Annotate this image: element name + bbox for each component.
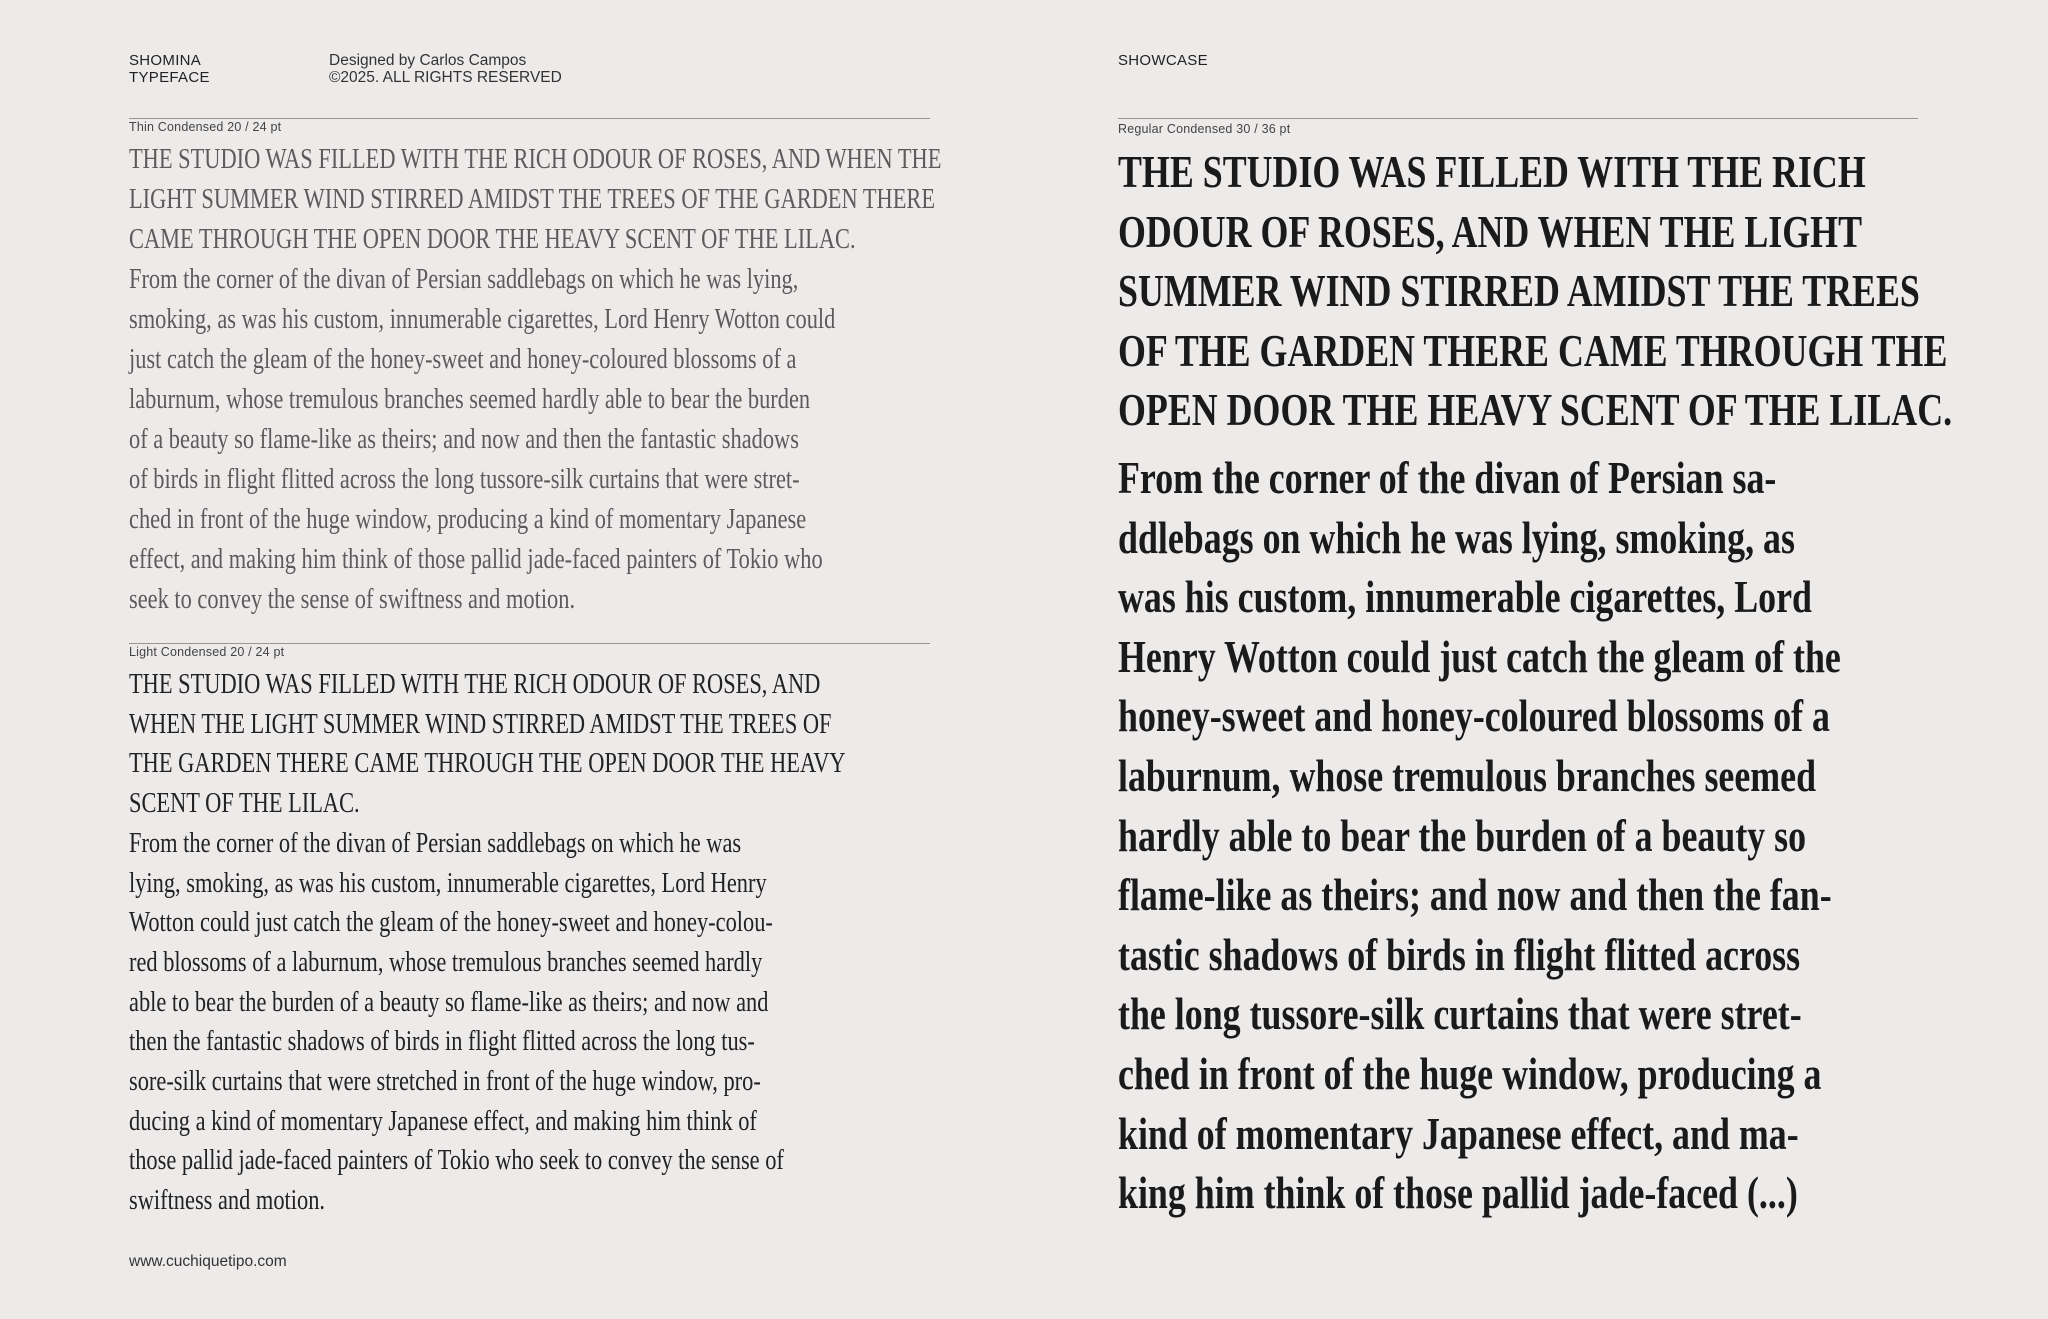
specimen-line: swiftness and motion. [129, 1185, 325, 1217]
specimen-line: seek to convey the sense of swiftness and motion. [129, 584, 576, 615]
specimen-regular [1118, 142, 1953, 1223]
brand-name [129, 52, 210, 86]
specimen-line: THE STUDIO WAS FILLED WITH THE RICH ODOUR OF ROSES, AND [129, 669, 821, 700]
specimen-line: From the corner of the divan of Persian saddlebags on which he was lying, [129, 264, 799, 295]
specimen-line: LIGHT SUMMER WIND STIRRED AMIDST THE TREES OF THE GARDEN THERE [129, 184, 936, 215]
specimen-line: then the fantastic shadows of birds in flight flitted across the long tus- [129, 1026, 755, 1058]
specimen-line: THE GARDEN THERE CAME THROUGH THE OPEN DOOR THE HEAVY [129, 748, 846, 780]
specimen-line: just catch the gleam of the honey-sweet and honey-coloured blossoms of a [129, 344, 797, 375]
specimen-line: laburnum, whose tremulous branches seemed hardly able to bear the burden [129, 384, 811, 415]
specimen-line: the long tussore-silk curtains that were stret- [1118, 988, 1802, 1040]
specimen-line: OF THE GARDEN THERE CAME THROUGH THE [1118, 324, 1948, 376]
specimen-line: ddlebags on which he was lying, smoking, as [1118, 511, 1795, 563]
specimen-line: laburnum, whose tremulous branches seemed [1118, 749, 1817, 801]
specimen-line: of birds in flight flitted across the long tussore-silk curtains that were stret- [129, 464, 800, 495]
specimen-line: effect, and making him think of those pallid jade-faced painters of Tokio who [129, 544, 823, 575]
specimen-line: ched in front of the huge window, producing a kind of momentary Japanese [129, 504, 807, 535]
specimen-line: THE STUDIO WAS FILLED WITH THE RICH [1118, 146, 1866, 197]
specimen-line: king him think of those pallid jade-faced (...) [1118, 1167, 1798, 1219]
credit-line-2: ©2025. ALL RIGHTS RESERVED [329, 69, 562, 86]
specimen-line: From the corner of the divan of Persian saddlebags on which he was [129, 827, 742, 859]
specimen-line: SUMMER WIND STIRRED AMIDST THE TREES [1118, 265, 1920, 317]
credit-line-1: Designed by Carlos Campos [329, 52, 527, 69]
brand-line-1: SHOMINA [129, 52, 202, 69]
spec-label-thin: Thin Condensed 20 / 24 pt [129, 120, 282, 134]
brand-line-2: TYPEFACE [129, 69, 210, 86]
specimen-line: kind of momentary Japanese effect, and ma- [1118, 1107, 1799, 1159]
specimen-line: was his custom, innumerable cigarettes, Lord [1118, 571, 1812, 623]
specimen-line: From the corner of the divan of Persian sa- [1118, 451, 1777, 503]
specimen-line: Wotton could just catch the gleam of the honey-sweet and honey-colou- [129, 907, 773, 939]
specimen-line: red blossoms of a laburnum, whose tremulous branches seemed hardly [129, 946, 763, 978]
specimen-line: Henry Wotton could just catch the gleam of the [1118, 630, 1841, 682]
specimen-thin [129, 140, 942, 620]
specimen-line: THE STUDIO WAS FILLED WITH THE RICH ODOUR OF ROSES, AND WHEN THE [129, 144, 942, 175]
divider-regular [1118, 118, 1918, 119]
specimen-light [129, 665, 930, 1221]
specimen-line: SCENT OF THE LILAC. [129, 788, 360, 820]
section-title: SHOWCASE [1118, 52, 1208, 69]
spec-label-regular: Regular Condensed 30 / 36 pt [1118, 122, 1291, 136]
specimen-line: smoking, as was his custom, innumerable cigarettes, Lord Henry Wotton could [129, 304, 836, 335]
specimen-line: of a beauty so flame-like as theirs; and now and then the fantastic shadows [129, 424, 799, 455]
specimen-line: WHEN THE LIGHT SUMMER WIND STIRRED AMIDST THE TREES OF [129, 708, 832, 740]
divider-thin [129, 118, 930, 119]
specimen-line: honey-sweet and honey-coloured blossoms of a [1118, 690, 1830, 742]
specimen-line: ODOUR OF ROSES, AND WHEN THE LIGHT [1118, 205, 1863, 257]
divider-light [129, 643, 930, 644]
specimen-line: tastic shadows of birds in flight flitted across [1118, 928, 1801, 980]
specimen-line: ducing a kind of momentary Japanese effect, and making him think of [129, 1105, 757, 1137]
specimen-line: OPEN DOOR THE HEAVY SCENT OF THE LILAC. [1118, 384, 1953, 436]
specimen-line: hardly able to bear the burden of a beauty so [1118, 809, 1807, 861]
spec-label-light: Light Condensed 20 / 24 pt [129, 645, 285, 659]
specimen-line: those pallid jade-faced painters of Tokio who seek to convey the sense of [129, 1145, 784, 1177]
specimen-line: able to bear the burden of a beauty so flame-like as theirs; and now and [129, 986, 769, 1018]
specimen-line: CAME THROUGH THE OPEN DOOR THE HEAVY SCENT OF THE LILAC. [129, 224, 856, 255]
credit [329, 52, 562, 86]
specimen-line: flame-like as theirs; and now and then the fan- [1118, 869, 1832, 921]
specimen-line: ched in front of the huge window, producing a [1118, 1047, 1822, 1099]
specimen-line: lying, smoking, as was his custom, innumerable cigarettes, Lord Henry [129, 867, 767, 899]
specimen-line: sore-silk curtains that were stretched in front of the huge window, pro- [129, 1066, 761, 1098]
footer-url: www.cuchiquetipo.com [129, 1253, 287, 1270]
